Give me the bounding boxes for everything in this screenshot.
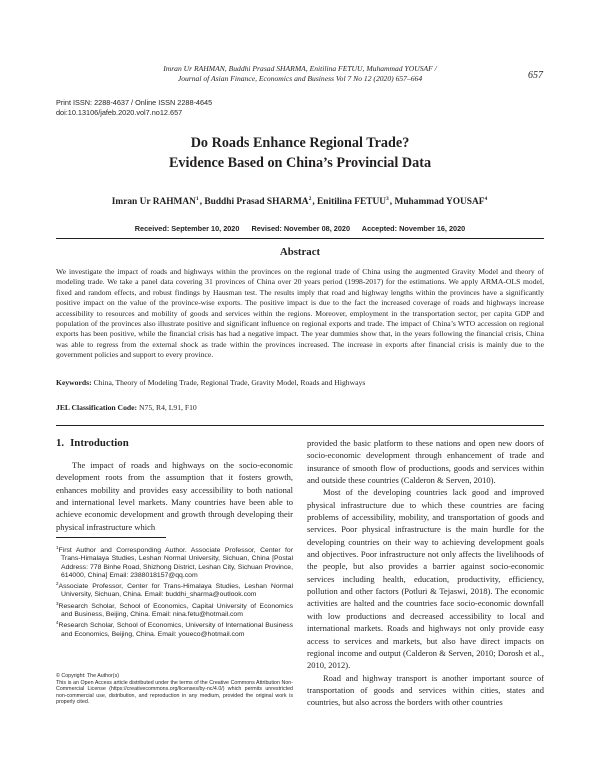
doi-line: doi:10.13106/jafeb.2020.vol7.no12.657 (56, 107, 183, 117)
paper-title (0, 133, 600, 173)
author-name: Enitilina FETUU (317, 197, 387, 207)
section-title: Introduction (70, 437, 129, 449)
title-line-2: Evidence Based on China’s Provincial Data (168, 155, 432, 171)
keywords-label: Keywords: (56, 378, 92, 387)
revised-date: Revised: November 08, 2020 (251, 224, 351, 233)
received-date: Received: September 10, 2020 (134, 224, 240, 233)
footnote-text: Research Scholar, School of Economics, Capital University of Economics and Business, Beijing, China. Email: nina.fetu@hotmail.com (58, 602, 293, 619)
abstract-text: We investigate the impact of roads and highways within the provinces on the regional trade of China using the augmented Gravity Model and theory of modeling trade. We take a panel data covering 31 provinces of China over 20 years period (1998-2017) for the estimations. We apply ARMA-OLS model, fixed and random effects, and robust findings by Hausman test. The results imply that road and highway lengths within the provinces have a significantly positive impact on the value of the province-wise exports. The positive impact is due to the fact the increased coverage of roads and highways increase accessibility to resources and mobility of goods and services within the regions. Moreover, employment in the transportation sector, per capita GDP and population of the provinces also illustrate positive and significant influence on regional exports and trade. The impact of China’s WTO accession on regional exports has been positive, while the financial crisis has had a negative impact. The year dummies show that, in the years following the financial crisis, China was able to regress from the external shock as trade within the provinces increased. The increase in exports after financial crisis is mainly due to the government policies and support to every province. (56, 267, 544, 360)
left-column (56, 459, 293, 533)
footnote-text: Associate Professor, Center for Trans-Himalaya Studies, Leshan Normal University, Sichuan, China. Email: buddhi_sharma@outlook.com (58, 583, 293, 599)
author-name: Imran Ur RAHMAN (111, 197, 196, 207)
footnote (56, 600, 293, 620)
page-number: 657 (528, 70, 543, 81)
author-affiliation-mark: 1 (195, 196, 199, 202)
jel-codes: N75, R4, L91, F10 (139, 403, 197, 412)
running-head-journal: Journal of Asian Finance, Economics and Business Vol 7 No 12 (2020) 657–664 (177, 73, 423, 83)
author-name: Buddhi Prasad SHARMA (204, 197, 309, 207)
author-list: Imran Ur RAHMAN$^1$, Buddhi Prasad SHARMA$^2$, Enitilina FETUU$^3$, Muhammad YOUSAF$^4$ (111, 196, 488, 207)
running-head-authors: Imran Ur RAHMAN, Buddhi Prasad SHARMA, Enitilina FETUU, Muhammad YOUSAF / (163, 64, 437, 73)
header-divider (56, 238, 544, 239)
author-affiliation-mark: 2 (308, 196, 312, 202)
footnote (56, 619, 293, 639)
issn-line: Print ISSN: 2288-4637 / Online ISSN 2288-4645 (56, 98, 213, 107)
title-line-1: Do Roads Enhance Regional Trade? (190, 135, 410, 151)
footnote (56, 580, 293, 600)
footnote-divider (56, 537, 166, 538)
license-text: This is an Open Access article distributed under the terms of the Creative Commons Attribution Non-Commercial License (https://creativecommons.org/licenses/by-nc/4.0/) which permits unrestricted non-commercial use, distribution, and reproduction in any medium, provided the original work is properly cited. (56, 679, 293, 706)
right-column (307, 437, 544, 709)
body-paragraph: Most of the developing countries lack good and improved physical infrastructure due to which these countries are facing problems of accessibility, mobility, and transportation of goods and services. Poor physical infrastructure is the main hurdle for the developing countries on their way to achieving development goals and objectives. Poor infrastructure not only affects the livelihoods of the people, but also provides a barrier against socio-economic services including health, education, productivity, efficiency, pollution and other factors (Potluri & Tejaswi, 2018). The economic activities are halted and the countries face socio-economic downfall with low productions and decreased accessibility to local and international markets. Roads and highways not only provide easy access to services and markets, but also have direct impacts on regional income and output (Calderon & Serven, 2010; Dorosh et al., 2010, 2012). (307, 487, 544, 671)
section-number: 1. (56, 437, 65, 449)
footnotes (56, 544, 293, 639)
body-paragraph: provided the basic platform to these nations and open new doors of socio-economic development through enhancement of trade and insurance of smooth flow of productions, goods and services within and outside these countries (Calderon & Serven, 2010). (307, 438, 544, 486)
body-paragraph: Road and highway transport is another important source of transportation of goods and services within cities, states and countries, but also across the borders with other countries (307, 672, 544, 708)
footnote-text: First Author and Corresponding Author. Associate Professor, Center for Trans-Himalaya Studies, Leshan Normal University, Sichuan, China [Postal Address: 778 Binhe Road, Shizhong District, Leshan City, Sichuan Province, 614000, China] Email: 2388018157@qq.com (58, 547, 293, 579)
copyright-notice (56, 673, 293, 706)
section-heading-introduction (56, 437, 129, 449)
keywords (56, 378, 544, 387)
footnote (56, 544, 293, 580)
author-affiliation-mark: 4 (484, 196, 488, 202)
copyright-line: © Copyright: The Author(s) (56, 673, 119, 679)
running-head (0, 64, 600, 83)
author-name: Muhammad YOUSAF (394, 197, 485, 207)
issn-block (56, 98, 212, 117)
body-paragraph: The impact of roads and highways on the socio-economic development roots from the assumption that it fosters growth, enhances mobility and provides easy accessibility to both national and international level markets. Many countries have been able to achieve economic development and growth through developing their physical infrastructure which (56, 460, 293, 532)
footnote-text: Research Scholar, School of Economics, University of International Business and Economics, Beijing, China. Email: youeco@hotmail.com (58, 622, 293, 638)
jel-label: JEL Classification Code: (56, 403, 138, 412)
jel-classification (56, 403, 544, 412)
submission-dates (0, 224, 600, 233)
accepted-date: Accepted: November 16, 2020 (361, 224, 466, 233)
footnote-mark: 4 (56, 620, 59, 626)
footnote-mark: 1 (56, 545, 59, 550)
abstract-divider (56, 425, 544, 426)
abstract-heading: Abstract (279, 246, 321, 258)
author-affiliation-mark: 3 (386, 196, 389, 202)
footnote-mark: 2 (56, 581, 59, 587)
keywords-text: China, Theory of Modeling Trade, Regional Trade, Gravity Model, Roads and Highways (93, 378, 366, 387)
footnote-mark: 3 (56, 600, 59, 606)
